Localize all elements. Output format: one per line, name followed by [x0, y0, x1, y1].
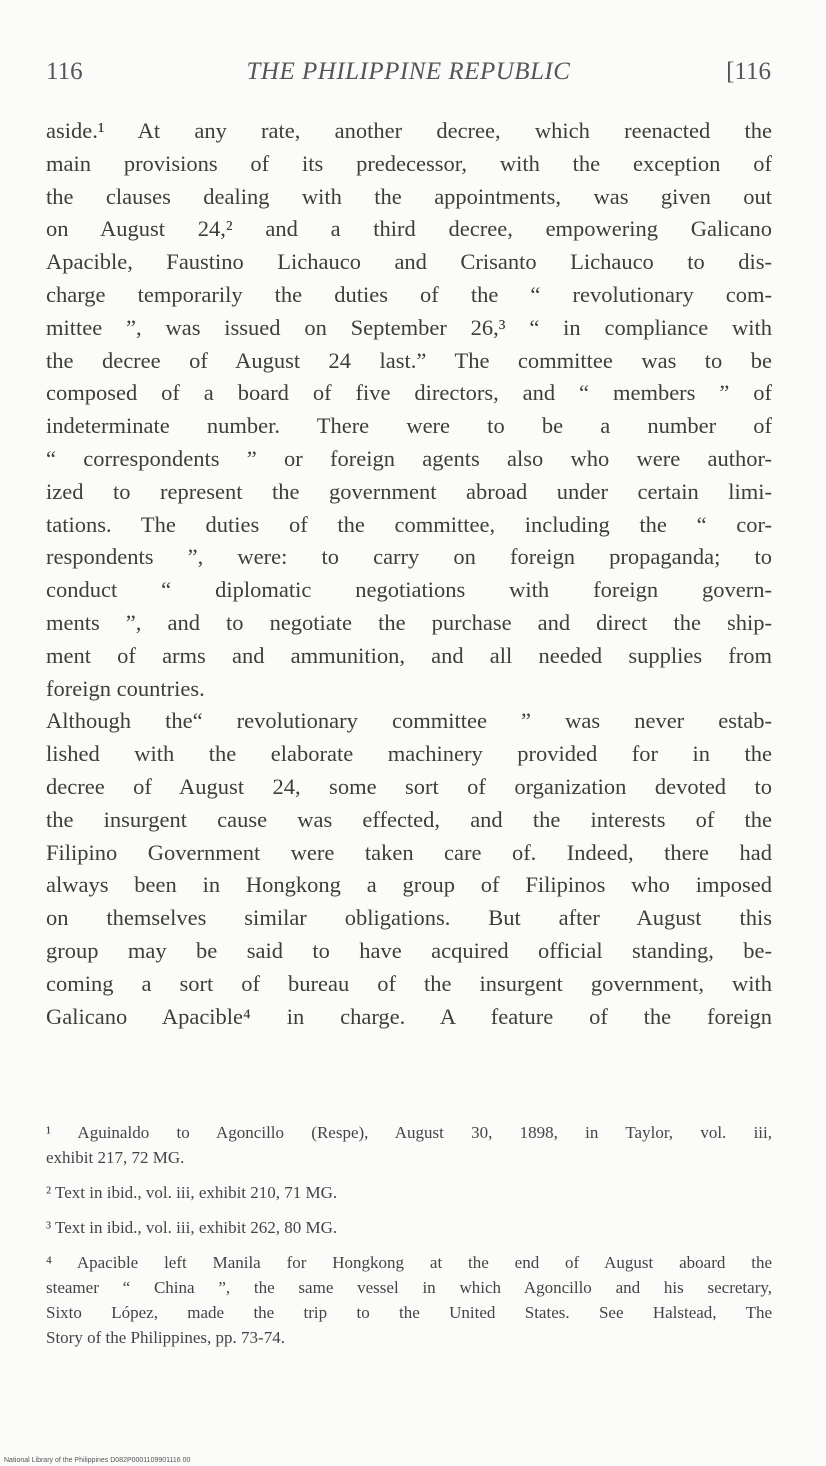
body-line: mittee ”, was issued on September 26,³ “ in compliance with — [46, 314, 772, 340]
body-line: conduct “ diplomatic negotiations with foreign govern- — [46, 577, 772, 603]
body-line: “ correspondents ” or foreign agents also who were author- — [46, 445, 772, 471]
body-line: ized to represent the government abroad under certain limi- — [46, 478, 772, 504]
body-line: charge temporarily the duties of the “ revolutionary com- — [46, 281, 772, 307]
body-line: Although the“ revolutionary committee ” was never estab- — [46, 708, 772, 734]
body-line: the insurgent cause was effected, and the interests of the — [46, 806, 772, 832]
footnote-4-line: ⁴ Apacible left Manila for Hongkong at the end of August aboard the — [46, 1253, 772, 1272]
footnote-1-line: exhibit 217, 72 MG. — [46, 1148, 185, 1167]
footnote-1-line: ¹ Aguinaldo to Agoncillo (Respe), August 30, 1898, in Taylor, vol. iii, — [46, 1123, 772, 1142]
body-line: indeterminate number. There were to be a number of — [46, 413, 772, 439]
body-line: Galicano Apacible⁴ in charge. A feature of the foreign — [46, 1003, 772, 1029]
body-line: composed of a board of five directors, and “ members ” of — [46, 380, 772, 406]
page-number-right: [116 — [726, 58, 771, 85]
footnote-4-line: Story of the Philippines, pp. 73-74. — [46, 1328, 285, 1347]
body-line: group may be said to have acquired official standing, be- — [46, 937, 772, 963]
scan-credit: National Library of the Philippines D082P0001109901116 00 — [4, 1457, 191, 1464]
body-line: lished with the elaborate machinery provided for in the — [46, 741, 772, 767]
body-line: the decree of August 24 last.” The committee was to be — [46, 347, 772, 373]
running-title: THE PHILIPPINE REPUBLIC — [246, 58, 571, 85]
page-header — [46, 58, 771, 98]
body-line: ments ”, and to negotiate the purchase and direct the ship- — [46, 609, 772, 635]
footnote-4-line: steamer “ China ”, the same vessel in which Agoncillo and his secretary, — [46, 1278, 772, 1297]
body-line: Apacible, Faustino Lichauco and Crisanto Lichauco to dis- — [46, 249, 772, 275]
body-line: tations. The duties of the committee, including the “ cor- — [46, 511, 772, 537]
footnote-2: ² Text in ibid., vol. iii, exhibit 210, 71 MG. — [46, 1183, 338, 1202]
body-line: main provisions of its predecessor, with the exception of — [46, 150, 772, 176]
body-line: aside.¹ At any rate, another decree, which reenacted the — [46, 118, 772, 143]
body-line: decree of August 24, some sort of organization devoted to — [46, 773, 772, 799]
footnote-4-line: Sixto López, made the trip to the United States. See Halstead, The — [46, 1303, 772, 1322]
page-number-left: 116 — [46, 58, 83, 85]
body-text — [46, 115, 772, 1033]
body-line: the clauses dealing with the appointments, was given out — [46, 183, 772, 209]
footnote-3: ³ Text in ibid., vol. iii, exhibit 262, 80 MG. — [46, 1218, 338, 1237]
body-line: Filipino Government were taken care of. Indeed, there had — [46, 839, 772, 865]
footnotes — [46, 1120, 772, 1350]
body-line: on themselves similar obligations. But after August this — [46, 905, 772, 931]
body-line: foreign countries. — [46, 675, 205, 701]
body-line: ment of arms and ammunition, and all needed supplies from — [46, 642, 772, 668]
body-line: on August 24,² and a third decree, empowering Galicano — [46, 216, 772, 242]
body-line: coming a sort of bureau of the insurgent government, with — [46, 970, 772, 996]
body-line: respondents ”, were: to carry on foreign propaganda; to — [46, 544, 772, 570]
body-line: always been in Hongkong a group of Filipinos who imposed — [46, 872, 772, 898]
